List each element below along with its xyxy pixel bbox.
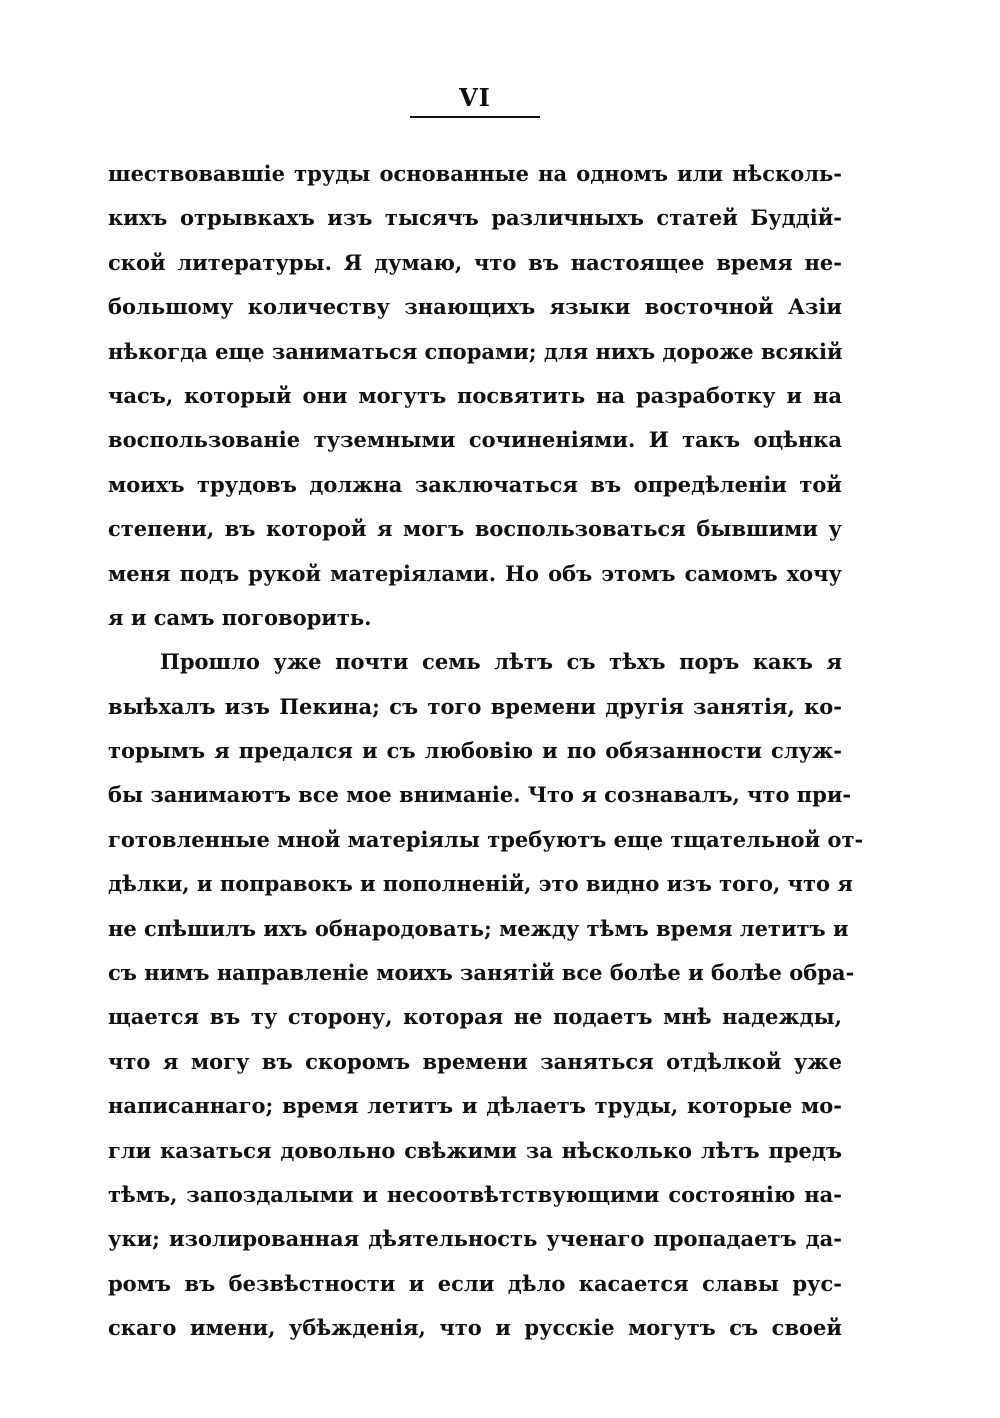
text-line: гли казаться довольно свѣжими за нѣсколько лѣтъ предъ: [108, 1137, 842, 1163]
text-line: нѣкогда еще заниматься спорами; для нихъ дороже всякій: [108, 338, 843, 364]
text-line: часъ, который они могутъ посвятить на разработку и на: [108, 382, 842, 408]
text-line: выѣхалъ изъ Пекина; съ того времени другія занятія, ко-: [108, 693, 842, 719]
text-line: моихъ трудовъ должна заключаться въ опредѣленіи той: [108, 471, 842, 497]
text-line: скаго имени, убѣжденія, что и русскіе могутъ съ своей: [108, 1315, 842, 1341]
text-line: степени, въ которой я могъ воспользоваться бывшими у: [108, 516, 842, 542]
text-line: бы занимаютъ все мое вниманіе. Что я сознавалъ, что при-: [108, 782, 852, 808]
text-line: готовленные мной матеріялы требуютъ еще тщательной от-: [108, 826, 864, 852]
text-line: большому количеству знающихъ языки восточной Азіи: [108, 294, 842, 320]
text-line: написаннаго; время летитъ и дѣлаетъ труды, которые мо-: [108, 1093, 842, 1119]
text-line: дѣлки, и поправокъ и пополненій, это видно изъ того, что я: [108, 871, 853, 897]
text-line: торымъ я предался и съ любовію и по обязанности служ-: [108, 738, 842, 764]
paragraph-first-line: Прошло уже почти семь лѣтъ съ тѣхъ поръ какъ я: [160, 649, 842, 675]
text-line: ской литературы. Я думаю, что въ настоящее время не-: [108, 249, 842, 275]
text-line: кихъ отрывкахъ изъ тысячъ различныхъ статей Буддій-: [108, 205, 842, 231]
text-line: тѣмъ, запоздалыми и несоотвѣтствующими состоянію на-: [108, 1181, 842, 1207]
text-line: меня подъ рукой матеріялами. Но объ этомъ самомъ хочу: [108, 560, 842, 586]
paragraph-end-line: я и самъ поговорить.: [108, 604, 372, 630]
page-number: VI: [459, 83, 491, 112]
text-line: что я могу въ скоромъ времени заняться отдѣлкой уже: [108, 1048, 842, 1074]
text-line: воспользованіе туземными сочиненіями. И такъ оцѣнка: [108, 427, 842, 453]
text-line: съ нимъ направленіе моихъ занятій все болѣе и болѣе обра-: [108, 960, 855, 986]
body-text: [108, 152, 864, 1351]
text-line: щается въ ту сторону, которая не подаетъ мнѣ надежды,: [108, 1004, 842, 1030]
text-line: шествовавшіе труды основанные на одномъ или нѣсколь-: [108, 161, 842, 186]
text-line: уки; изолированная дѣятельность ученаго пропадаетъ да-: [108, 1226, 842, 1252]
text-line: не спѣшилъ ихъ обнародовать; между тѣмъ время летитъ и: [108, 915, 849, 941]
text-line: ромъ въ безвѣстности и если дѣло касается славы рус-: [108, 1270, 842, 1296]
header-rule: [410, 116, 540, 118]
